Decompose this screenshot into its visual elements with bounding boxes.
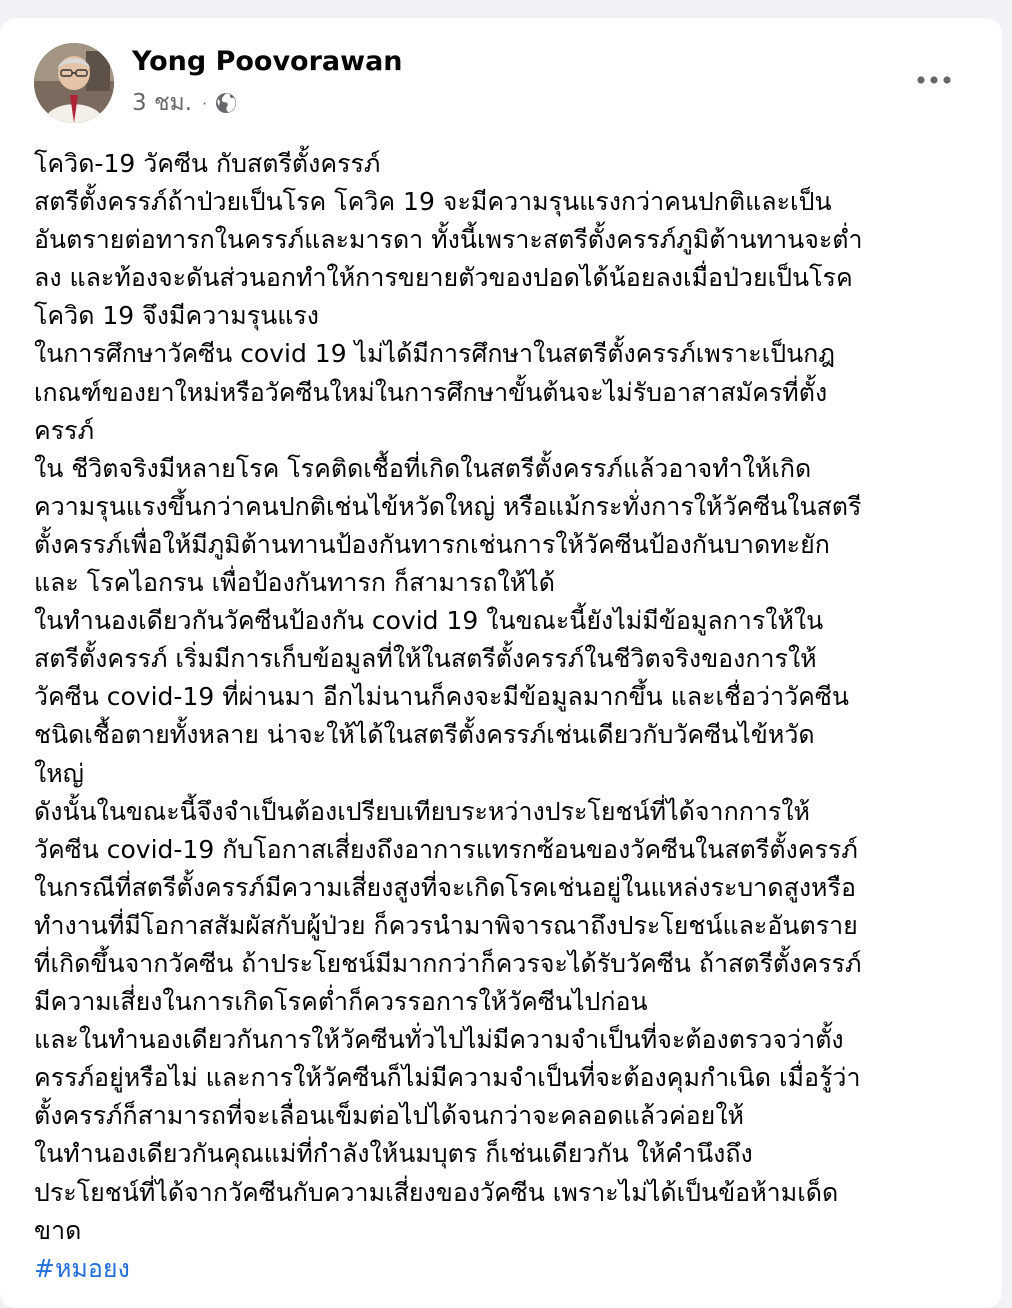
post-line: ครรภ์ (34, 415, 95, 445)
post-line: เกณฑ์ของยาใหม่หรือวัคซีนใหม่ในการศึกษาขั้นต้นจะไม่รับอาสาสมัครที่ตั้ง (34, 377, 828, 407)
author-name[interactable]: Yong Poovorawan (132, 46, 403, 77)
more-horizontal-icon (917, 76, 951, 84)
avatar-photo (34, 43, 114, 123)
post-line: ตั้งครรภ์เพื่อให้มีภูมิต้านทานป้องกันทารกเช่นการให้วัคซีนป้องกันบาดทะยัก (34, 529, 830, 559)
post-time[interactable]: 3 ชม. (132, 90, 193, 116)
post-line: ขาด (34, 1215, 82, 1245)
post-line: ใหญ่ (34, 758, 84, 788)
globe-icon[interactable] (215, 92, 237, 114)
post-line: และ โรคไอกรน เพื่อป้องกันทารก ก็สามารถให้ได้ (34, 568, 555, 598)
post-line: โควิด 19 จึงมีความรุนแรง (34, 301, 320, 331)
post-line: และในทำนองเดียวกันการให้วัคซีนทั่วไปไม่มีความจำเป็นที่จะต้องตรวจว่าตั้ง (34, 1025, 844, 1055)
post-line: สตรีตั้งครรภ์ถ้าป่วยเป็นโรค โควิค 19 จะมีความรุนแรงกว่าคนปกติและเป็น (34, 187, 832, 217)
post-line: ในการศึกษาวัคซีน covid 19 ไม่ได้มีการศึกษาในสตรีตั้งครรภ์เพราะเป็นกฎ (34, 339, 836, 369)
post-line: ทำงานที่มีโอกาสสัมผัสกับผู้ป่วย ก็ควรนำมาพิจารณาถึงประโยชน์และอันตราย (34, 910, 858, 940)
avatar[interactable] (34, 43, 114, 123)
post-line: ที่เกิดขึ้นจากวัคซีน ถ้าประโยชน์มีมากกว่าก็ควรจะได้รับวัคซีน ถ้าสตรีตั้งครรภ์ (34, 948, 862, 978)
meta-separator: · (202, 93, 208, 113)
post-line: ครรภ์อยู่หรือไม่ และการให้วัคซีนก็ไม่มีความจำเป็นที่จะต้องคุมกำเนิด เมื่อรู้ว่า (34, 1063, 861, 1093)
post-line: โควิด-19 วัคซีน กับสตรีตั้งครรภ์ (34, 149, 381, 178)
hashtag-link[interactable]: #หมอยง (34, 1253, 130, 1283)
post-line: ลง และท้องจะดันส่วนอกทำให้การขยายตัวของปอดได้น้อยลงเมื่อป่วยเป็นโรค (34, 263, 853, 293)
post-text (34, 145, 979, 1288)
post-line: ในทำนองเดียวกันคุณแม่ที่กำลังให้นมบุตร ก็เช่นเดียวกัน ให้คำนึงถึง (34, 1139, 753, 1169)
post-line: ดังนั้นในขณะนี้จึงจำเป็นต้องเปรียบเทียบระหว่างประโยชน์ที่ได้จากการให้ (34, 796, 811, 826)
post-line: ชนิดเชื้อตายทั้งหลาย น่าจะให้ได้ในสตรีตั้งครรภ์เช่นเดียวกับวัคซีนไข้หวัด (34, 720, 815, 750)
post-line: ในกรณีที่สตรีตั้งครรภ์มีความเสี่ยงสูงที่จะเกิดโรคเช่นอยู่ในแหล่งระบาดสูงหรือ (34, 872, 856, 902)
post-line: ตั้งครรภ์ก็สามารถที่จะเลื่อนเข็มต่อไปได้จนกว่าจะคลอดแล้วค่อยให้ (34, 1101, 745, 1131)
post-line: ความรุนแรงขึ้นกว่าคนปกติเช่นไข้หวัดใหญ่ หรือแม้กระทั่งการให้วัคซีนในสตรี (34, 491, 862, 521)
post-line: สตรีตั้งครรภ์ เริ่มมีการเก็บข้อมูลที่ให้ในสตรีตั้งครรภ์ในชีวิตจริงของการให้ (34, 644, 817, 674)
post-line: ใน ชีวิตจริงมีหลายโรค โรคติดเชื้อที่เกิดในสตรีตั้งครรภ์แล้วอาจทำให้เกิด (34, 453, 812, 483)
post-line: มีความเสี่ยงในการเกิดโรคต่ำก็ควรรอการให้วัคซีนไปก่อน (34, 987, 648, 1017)
post-line: อันตรายต่อทารกในครรภ์และมารดา ทั้งนี้เพราะสตรีตั้งครรภ์ภูมิต้านทานจะต่ำ (34, 225, 863, 255)
post-line: ในทำนองเดียวกันวัคซีนป้องกัน covid 19 ในขณะนี้ยังไม่มีข้อมูลการให้ใน (34, 606, 824, 636)
more-options-button[interactable] (906, 62, 962, 98)
post-line: ประโยชน์ที่ได้จากวัคซีนกับความเสี่ยงของวัคซีน เพราะไม่ได้เป็นข้อห้ามเด็ด (34, 1177, 839, 1207)
post-line: วัคซีน covid-19 ที่ผ่านมา อีกไม่นานก็คงจะมีข้อมูลมากขึ้น และเชื่อว่าวัคซีน (34, 682, 849, 712)
post-line: วัคซีน covid-19 กับโอกาสเสี่ยงถึงอาการแทรกซ้อนของวัคซีนในสตรีตั้งครรภ์ (34, 834, 858, 864)
post-card (0, 18, 1002, 1308)
post-meta (132, 88, 237, 118)
